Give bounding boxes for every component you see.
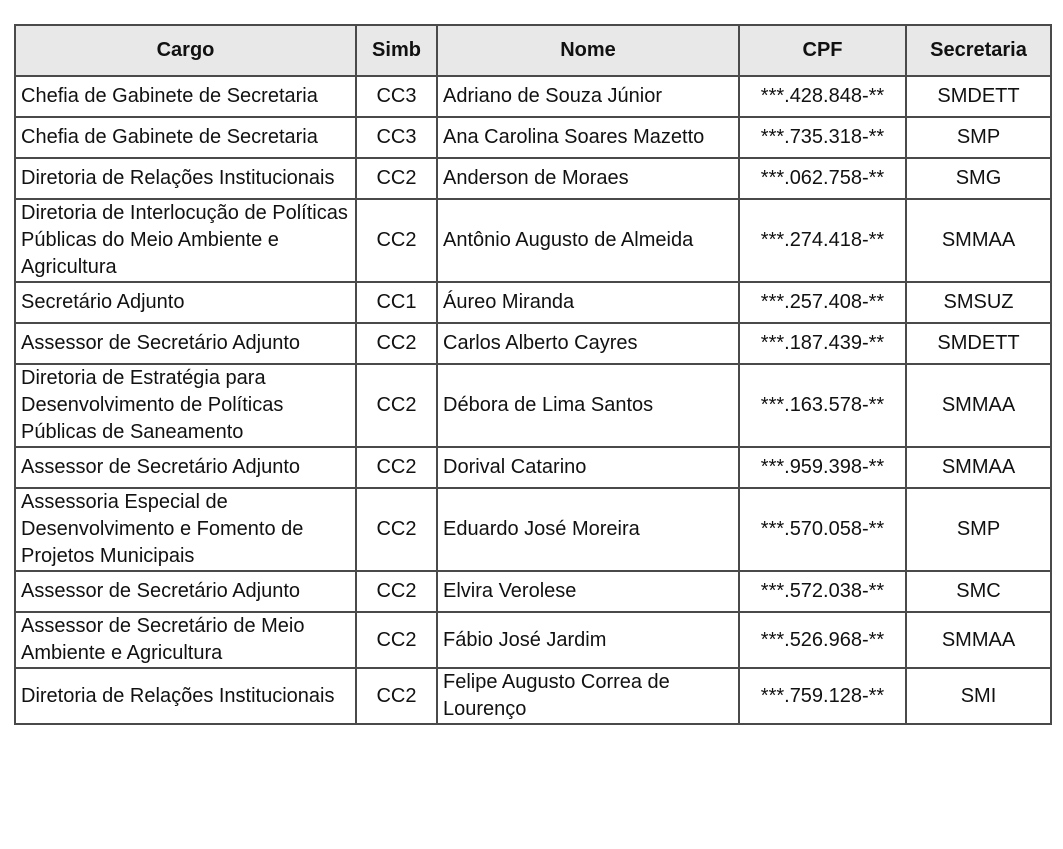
- cell-nome: Elvira Verolese: [437, 571, 739, 612]
- cell-secretaria: SMI: [906, 668, 1051, 724]
- cell-cargo: Diretoria de Estratégia para Desenvolvimento de Políticas Públicas de Saneamento: [15, 364, 356, 447]
- cell-cpf: ***.959.398-**: [739, 447, 906, 488]
- cell-cargo: Secretário Adjunto: [15, 282, 356, 323]
- cell-simb: CC3: [356, 76, 437, 117]
- cell-secretaria: SMC: [906, 571, 1051, 612]
- cell-cpf: ***.163.578-**: [739, 364, 906, 447]
- cell-cpf: ***.570.058-**: [739, 488, 906, 571]
- cell-secretaria: SMDETT: [906, 323, 1051, 364]
- cell-secretaria: SMP: [906, 117, 1051, 158]
- cell-simb: CC2: [356, 571, 437, 612]
- cell-nome: Dorival Catarino: [437, 447, 739, 488]
- cell-cpf: ***.257.408-**: [739, 282, 906, 323]
- table-row: [15, 199, 1051, 282]
- cell-cargo: Assessoria Especial de Desenvolvimento e Fomento de Projetos Municipais: [15, 488, 356, 571]
- cell-simb: CC2: [356, 488, 437, 571]
- table-row: [15, 488, 1051, 571]
- cell-cpf: ***.759.128-**: [739, 668, 906, 724]
- cell-cpf: ***.428.848-**: [739, 76, 906, 117]
- cell-secretaria: SMMAA: [906, 199, 1051, 282]
- cell-secretaria: SMMAA: [906, 612, 1051, 668]
- cell-cargo: Assessor de Secretário Adjunto: [15, 571, 356, 612]
- cell-nome: Adriano de Souza Júnior: [437, 76, 739, 117]
- cell-nome: Fábio José Jardim: [437, 612, 739, 668]
- cell-nome: Áureo Miranda: [437, 282, 739, 323]
- cell-nome: Ana Carolina Soares Mazetto: [437, 117, 739, 158]
- cell-nome: Felipe Augusto Correa de Lourenço: [437, 668, 739, 724]
- table-row: [15, 158, 1051, 199]
- cell-simb: CC2: [356, 612, 437, 668]
- cell-cargo: Diretoria de Relações Institucionais: [15, 158, 356, 199]
- cell-cpf: ***.187.439-**: [739, 323, 906, 364]
- cell-cargo: Assessor de Secretário Adjunto: [15, 447, 356, 488]
- cell-cargo: Chefia de Gabinete de Secretaria: [15, 76, 356, 117]
- cell-cpf: ***.735.318-**: [739, 117, 906, 158]
- table-row: [15, 76, 1051, 117]
- cell-simb: CC2: [356, 364, 437, 447]
- cell-nome: Anderson de Moraes: [437, 158, 739, 199]
- cell-nome: Carlos Alberto Cayres: [437, 323, 739, 364]
- cell-secretaria: SMSUZ: [906, 282, 1051, 323]
- table-row: [15, 117, 1051, 158]
- cell-simb: CC2: [356, 447, 437, 488]
- cell-cargo: Diretoria de Relações Institucionais: [15, 668, 356, 724]
- table-row: [15, 571, 1051, 612]
- cell-cpf: ***.274.418-**: [739, 199, 906, 282]
- cell-secretaria: SMMAA: [906, 364, 1051, 447]
- cell-simb: CC2: [356, 323, 437, 364]
- appointments-table-container: [14, 24, 1050, 725]
- table-row: [15, 323, 1051, 364]
- cell-cargo: Chefia de Gabinete de Secretaria: [15, 117, 356, 158]
- table-row: [15, 668, 1051, 724]
- cell-secretaria: SMMAA: [906, 447, 1051, 488]
- cell-nome: Antônio Augusto de Almeida: [437, 199, 739, 282]
- cell-secretaria: SMG: [906, 158, 1051, 199]
- table-row: [15, 612, 1051, 668]
- cell-cpf: ***.572.038-**: [739, 571, 906, 612]
- table-row: [15, 447, 1051, 488]
- cell-simb: CC3: [356, 117, 437, 158]
- cell-secretaria: SMP: [906, 488, 1051, 571]
- cell-simb: CC2: [356, 158, 437, 199]
- cell-cpf: ***.062.758-**: [739, 158, 906, 199]
- cell-simb: CC1: [356, 282, 437, 323]
- table-header-row: [15, 25, 1051, 76]
- column-header-cpf: CPF: [739, 25, 906, 76]
- table-row: [15, 364, 1051, 447]
- column-header-simb: Simb: [356, 25, 437, 76]
- cell-cargo: Assessor de Secretário Adjunto: [15, 323, 356, 364]
- column-header-nome: Nome: [437, 25, 739, 76]
- column-header-secretaria: Secretaria: [906, 25, 1051, 76]
- cell-cargo: Assessor de Secretário de Meio Ambiente e Agricultura: [15, 612, 356, 668]
- cell-simb: CC2: [356, 199, 437, 282]
- cell-cargo: Diretoria de Interlocução de Políticas Públicas do Meio Ambiente e Agricultura: [15, 199, 356, 282]
- appointments-table: [14, 24, 1052, 725]
- cell-secretaria: SMDETT: [906, 76, 1051, 117]
- cell-nome: Eduardo José Moreira: [437, 488, 739, 571]
- table-row: [15, 282, 1051, 323]
- cell-nome: Débora de Lima Santos: [437, 364, 739, 447]
- column-header-cargo: Cargo: [15, 25, 356, 76]
- cell-cpf: ***.526.968-**: [739, 612, 906, 668]
- cell-simb: CC2: [356, 668, 437, 724]
